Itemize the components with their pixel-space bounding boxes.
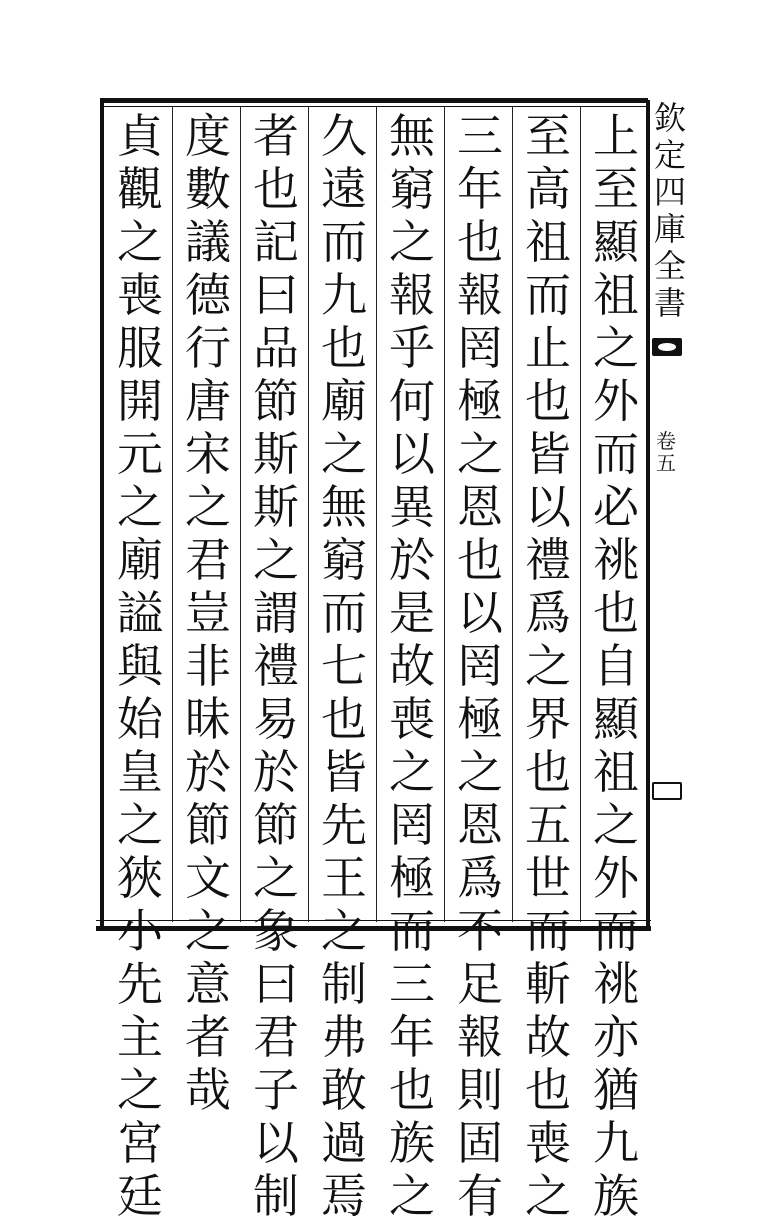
text-glyph: 品	[253, 321, 299, 375]
text-glyph: 非	[185, 639, 231, 693]
text-glyph: 是	[389, 586, 435, 640]
text-glyph: 度	[185, 109, 231, 163]
fishtail-bottom-mark-icon	[652, 782, 682, 800]
text-glyph: 主	[117, 1010, 163, 1064]
left-border	[100, 100, 104, 930]
text-glyph: 報	[457, 268, 503, 322]
text-glyph: 極	[457, 692, 503, 746]
text-glyph: 也	[593, 586, 639, 640]
text-glyph: 之	[185, 480, 231, 534]
column-divider	[240, 106, 241, 922]
text-glyph: 極	[457, 374, 503, 428]
text-glyph: 者	[185, 1010, 231, 1064]
text-glyph: 先	[117, 957, 163, 1011]
text-glyph: 九	[321, 268, 367, 322]
text-glyph: 異	[389, 480, 435, 534]
title-char: 書	[653, 284, 686, 322]
text-glyph: 德	[185, 268, 231, 322]
text-glyph: 祖	[593, 268, 639, 322]
text-glyph: 小	[117, 904, 163, 958]
text-glyph: 之	[321, 904, 367, 958]
text-glyph: 故	[389, 639, 435, 693]
volume-label	[654, 430, 678, 474]
text-column-6	[246, 109, 306, 1223]
text-glyph: 觀	[117, 162, 163, 216]
text-glyph: 顯	[593, 692, 639, 746]
volume-char: 五	[656, 451, 676, 475]
text-glyph: 斯	[253, 480, 299, 534]
text-glyph: 禮	[525, 533, 571, 587]
text-glyph: 三	[389, 957, 435, 1011]
text-glyph: 罔	[457, 639, 503, 693]
text-column-8	[110, 109, 170, 1223]
text-glyph: 也	[525, 374, 571, 428]
text-glyph: 極	[389, 851, 435, 905]
text-glyph: 高	[525, 162, 571, 216]
text-glyph: 以	[457, 586, 503, 640]
text-glyph: 以	[389, 427, 435, 481]
title-char: 四	[653, 173, 686, 211]
text-glyph: 節	[185, 798, 231, 852]
text-glyph: 之	[525, 639, 571, 693]
text-glyph: 數	[185, 162, 231, 216]
text-glyph: 皇	[117, 745, 163, 799]
text-column-3	[450, 109, 510, 1223]
text-glyph: 之	[457, 427, 503, 481]
text-glyph: 族	[389, 1116, 435, 1170]
text-glyph: 喪	[389, 692, 435, 746]
text-glyph: 祧	[593, 957, 639, 1011]
text-glyph: 祖	[593, 745, 639, 799]
text-glyph: 恩	[457, 798, 503, 852]
text-glyph: 遠	[321, 162, 367, 216]
text-glyph: 也	[457, 215, 503, 269]
text-glyph: 之	[253, 851, 299, 905]
title-char: 定	[653, 136, 686, 174]
text-glyph: 以	[525, 480, 571, 534]
text-column-5	[314, 109, 374, 1223]
text-glyph: 豈	[185, 586, 231, 640]
text-glyph: 而	[321, 215, 367, 269]
column-divider	[376, 106, 377, 922]
text-glyph: 也	[321, 692, 367, 746]
column-divider	[512, 106, 513, 922]
text-glyph: 五	[525, 798, 571, 852]
top-border-thin-rule	[100, 106, 648, 107]
text-glyph: 無	[321, 480, 367, 534]
text-glyph: 有	[457, 1169, 503, 1223]
book-title	[652, 100, 688, 322]
text-glyph: 先	[321, 798, 367, 852]
text-glyph: 貞	[117, 109, 163, 163]
text-glyph: 廟	[117, 533, 163, 587]
text-glyph: 而	[593, 904, 639, 958]
text-glyph: 議	[185, 215, 231, 269]
text-glyph: 始	[117, 692, 163, 746]
text-glyph: 易	[253, 692, 299, 746]
text-glyph: 之	[389, 215, 435, 269]
text-glyph: 曰	[253, 268, 299, 322]
text-glyph: 猶	[593, 1063, 639, 1117]
text-glyph: 之	[117, 1063, 163, 1117]
column-divider	[444, 106, 445, 922]
text-glyph: 於	[253, 745, 299, 799]
text-glyph: 喪	[117, 268, 163, 322]
column-divider	[172, 106, 173, 922]
text-glyph: 祧	[593, 533, 639, 587]
text-glyph: 以	[253, 1116, 299, 1170]
text-glyph: 斬	[525, 957, 571, 1011]
text-glyph: 行	[185, 321, 231, 375]
text-glyph: 也	[457, 533, 503, 587]
text-glyph: 也	[253, 162, 299, 216]
text-glyph: 曰	[253, 957, 299, 1011]
text-glyph: 文	[185, 851, 231, 905]
text-glyph: 自	[593, 639, 639, 693]
text-glyph: 而	[389, 904, 435, 958]
text-glyph: 之	[593, 798, 639, 852]
text-glyph: 宮	[117, 1116, 163, 1170]
text-glyph: 之	[593, 321, 639, 375]
right-border	[646, 100, 650, 930]
text-glyph: 哉	[185, 1063, 231, 1117]
text-glyph: 而	[525, 268, 571, 322]
text-glyph: 宋	[185, 427, 231, 481]
text-glyph: 也	[525, 745, 571, 799]
text-glyph: 之	[117, 480, 163, 534]
text-glyph: 之	[117, 798, 163, 852]
text-glyph: 之	[253, 533, 299, 587]
text-glyph: 何	[389, 374, 435, 428]
title-char: 庫	[653, 210, 686, 248]
text-glyph: 皆	[321, 745, 367, 799]
top-border-rule	[100, 98, 648, 103]
text-glyph: 而	[525, 904, 571, 958]
text-glyph: 族	[593, 1169, 639, 1223]
text-glyph: 之	[185, 904, 231, 958]
text-glyph: 意	[185, 957, 231, 1011]
volume-char: 卷	[656, 429, 676, 453]
text-glyph: 年	[389, 1010, 435, 1064]
text-column-7	[178, 109, 238, 1117]
text-glyph: 罔	[457, 321, 503, 375]
column-divider	[580, 106, 581, 922]
text-glyph: 者	[253, 109, 299, 163]
text-glyph: 至	[525, 109, 571, 163]
text-glyph: 恩	[457, 480, 503, 534]
text-glyph: 之	[389, 1169, 435, 1223]
text-glyph: 元	[117, 427, 163, 481]
text-glyph: 窮	[389, 162, 435, 216]
text-glyph: 三	[457, 109, 503, 163]
title-char: 欽	[653, 99, 686, 137]
text-glyph: 廷	[117, 1169, 163, 1223]
text-glyph: 固	[457, 1116, 503, 1170]
text-glyph: 不	[457, 904, 503, 958]
text-glyph: 昧	[185, 692, 231, 746]
text-glyph: 記	[253, 215, 299, 269]
text-glyph: 爲	[525, 586, 571, 640]
text-glyph: 必	[593, 480, 639, 534]
text-glyph: 狹	[117, 851, 163, 905]
text-glyph: 於	[389, 533, 435, 587]
text-glyph: 祖	[525, 215, 571, 269]
text-glyph: 節	[253, 798, 299, 852]
text-glyph: 於	[185, 745, 231, 799]
title-char: 全	[653, 247, 686, 285]
text-glyph: 而	[321, 586, 367, 640]
text-glyph: 至	[593, 162, 639, 216]
text-glyph: 止	[525, 321, 571, 375]
text-glyph: 顯	[593, 215, 639, 269]
text-glyph: 之	[457, 745, 503, 799]
text-glyph: 也	[321, 321, 367, 375]
text-glyph: 亦	[593, 1010, 639, 1064]
text-glyph: 謚	[117, 586, 163, 640]
text-glyph: 節	[253, 374, 299, 428]
text-glyph: 也	[525, 1063, 571, 1117]
text-glyph: 君	[253, 1010, 299, 1064]
text-glyph: 乎	[389, 321, 435, 375]
text-glyph: 故	[525, 1010, 571, 1064]
text-glyph: 窮	[321, 533, 367, 587]
text-glyph: 足	[457, 957, 503, 1011]
text-glyph: 廟	[321, 374, 367, 428]
text-glyph: 久	[321, 109, 367, 163]
text-glyph: 喪	[525, 1116, 571, 1170]
text-glyph: 皆	[525, 427, 571, 481]
text-glyph: 報	[457, 1010, 503, 1064]
text-glyph: 罔	[389, 798, 435, 852]
text-glyph: 之	[389, 745, 435, 799]
text-glyph: 禮	[253, 639, 299, 693]
text-glyph: 之	[321, 427, 367, 481]
text-glyph: 七	[321, 639, 367, 693]
text-glyph: 之	[117, 215, 163, 269]
text-glyph: 外	[593, 374, 639, 428]
text-glyph: 開	[117, 374, 163, 428]
text-glyph: 報	[389, 268, 435, 322]
text-glyph: 謂	[253, 586, 299, 640]
text-glyph: 服	[117, 321, 163, 375]
text-column-4	[382, 109, 442, 1223]
text-glyph: 制	[321, 957, 367, 1011]
text-glyph: 制	[253, 1169, 299, 1223]
text-glyph: 之	[525, 1169, 571, 1223]
text-glyph: 世	[525, 851, 571, 905]
text-glyph: 焉	[321, 1169, 367, 1223]
text-glyph: 弗	[321, 1010, 367, 1064]
text-glyph: 王	[321, 851, 367, 905]
text-glyph: 斯	[253, 427, 299, 481]
text-glyph: 爲	[457, 851, 503, 905]
text-glyph: 過	[321, 1116, 367, 1170]
text-glyph: 與	[117, 639, 163, 693]
text-glyph: 君	[185, 533, 231, 587]
text-glyph: 子	[253, 1063, 299, 1117]
text-glyph: 則	[457, 1063, 503, 1117]
text-column-2	[518, 109, 578, 1223]
text-glyph: 也	[389, 1063, 435, 1117]
column-divider	[308, 106, 309, 922]
text-column-1	[586, 109, 646, 1223]
text-glyph: 上	[593, 109, 639, 163]
text-glyph: 象	[253, 904, 299, 958]
text-glyph: 敢	[321, 1063, 367, 1117]
text-glyph: 無	[389, 109, 435, 163]
text-glyph: 唐	[185, 374, 231, 428]
fishtail-mark-icon	[652, 338, 682, 356]
text-glyph: 而	[593, 427, 639, 481]
text-glyph: 年	[457, 162, 503, 216]
text-glyph: 九	[593, 1116, 639, 1170]
text-glyph: 界	[525, 692, 571, 746]
text-glyph: 外	[593, 851, 639, 905]
